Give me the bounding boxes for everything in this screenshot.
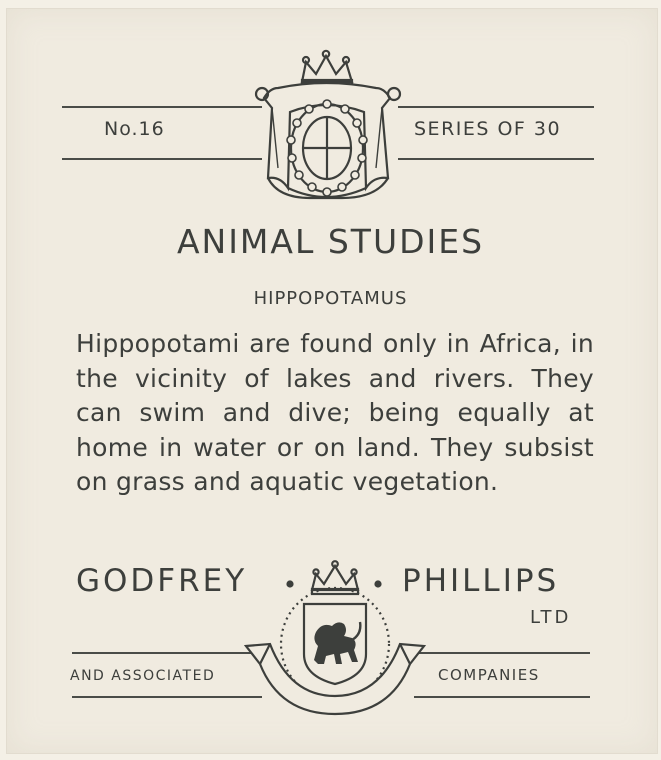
bottom-rule-right-lower [414,696,590,698]
associated-label: AND ASSOCIATED [70,668,216,684]
series-label: SERIES OF 30 [414,118,562,140]
bottom-rule-left-lower [72,696,262,698]
bottom-rule-right-upper [414,652,590,654]
top-rule-left-upper [62,106,262,108]
bottom-rule-left-upper [72,652,262,654]
company-name-right: PHILLIPS [402,563,560,599]
company-suffix: LTD [530,607,572,628]
card-number: No.16 [104,118,165,140]
animal-name: HIPPOPOTAMUS [253,288,408,309]
top-rule-left-lower [62,158,262,160]
companies-label: COMPANIES [438,666,540,684]
top-rule-right-lower [398,158,594,160]
company-name-left: GODFREY [76,563,248,599]
lion-shield-icon [240,556,430,720]
card-title: ANIMAL STUDIES [176,222,485,261]
top-rule-right-upper [398,106,594,108]
royal-crest-icon [250,48,410,212]
description-text: Hippopotami are found only in Africa, in the vicinity of lakes and rivers. They can swim and dive; being equally at home in water or on land. They subsist on grass and aquatic vegetation. [76,329,594,496]
